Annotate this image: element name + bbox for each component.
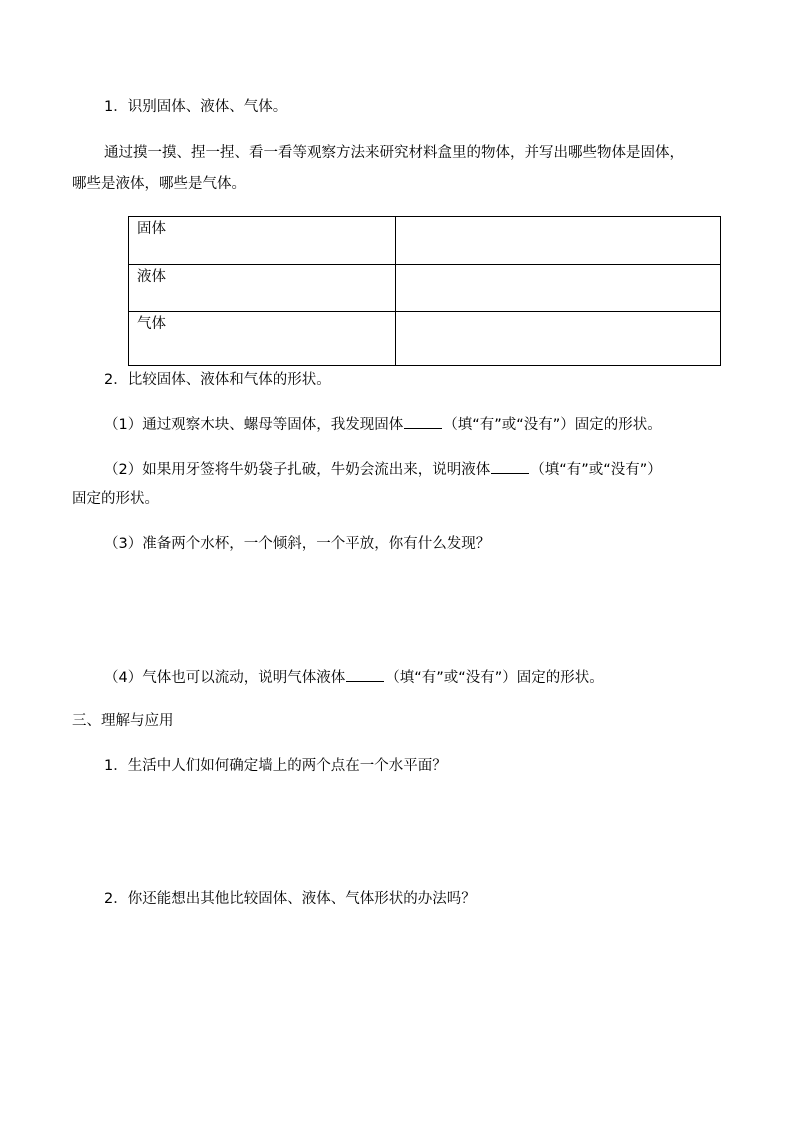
table-column-divider bbox=[395, 217, 396, 264]
table-row-liquid bbox=[129, 264, 720, 311]
classification-table bbox=[128, 216, 721, 366]
question-2-2-line2: 固定的形状。 bbox=[72, 491, 159, 507]
table-column-divider bbox=[395, 312, 396, 365]
table-label-gas: 气体 bbox=[137, 316, 166, 332]
fill-in-blank[interactable] bbox=[346, 667, 384, 682]
section-3-heading: 三、理解与应用 bbox=[72, 713, 174, 729]
table-column-divider bbox=[395, 265, 396, 311]
question-1-intro-line1: 通过摸一摸、捏一捏、看一看等观察方法来研究材料盒里的物体，并写出哪些物体是固体， bbox=[104, 145, 684, 161]
question-2-1 bbox=[104, 414, 662, 435]
question-2-4-text-before: （4）气体也可以流动，说明气体液体 bbox=[104, 670, 346, 686]
table-row-solid bbox=[129, 217, 720, 264]
question-2-4-text-after: （填“有”或“没有”）固定的形状。 bbox=[385, 670, 604, 686]
question-1-intro-line2: 哪些是液体，哪些是气体。 bbox=[72, 176, 246, 192]
table-label-solid: 固体 bbox=[137, 221, 166, 237]
section-3-question-2: 2．你还能想出其他比较固体、液体、气体形状的办法吗？ bbox=[104, 891, 476, 907]
question-2-4 bbox=[104, 667, 604, 688]
question-2-2-text-after: （填“有”或“没有”） bbox=[530, 462, 662, 478]
question-2-1-text-before: （1）通过观察木块、螺母等固体，我发现固体 bbox=[104, 417, 404, 433]
section-3-question-1: 1．生活中人们如何确定墙上的两个点在一个水平面？ bbox=[104, 758, 447, 774]
fill-in-blank[interactable] bbox=[491, 459, 529, 474]
question-2-title: 2．比较固体、液体和气体的形状。 bbox=[104, 372, 331, 388]
question-1-title: 1．识别固体、液体、气体。 bbox=[104, 99, 288, 115]
question-2-1-text-after: （填“有”或“没有”）固定的形状。 bbox=[443, 417, 662, 433]
question-2-3: （3）准备两个水杯，一个倾斜，一个平放，你有什么发现？ bbox=[104, 536, 491, 552]
question-2-2 bbox=[104, 459, 662, 480]
table-row-gas bbox=[129, 311, 720, 365]
table-label-liquid: 液体 bbox=[137, 269, 166, 285]
question-2-2-text-before: （2）如果用牙签将牛奶袋子扎破，牛奶会流出来，说明液体 bbox=[104, 462, 491, 478]
fill-in-blank[interactable] bbox=[404, 414, 442, 429]
